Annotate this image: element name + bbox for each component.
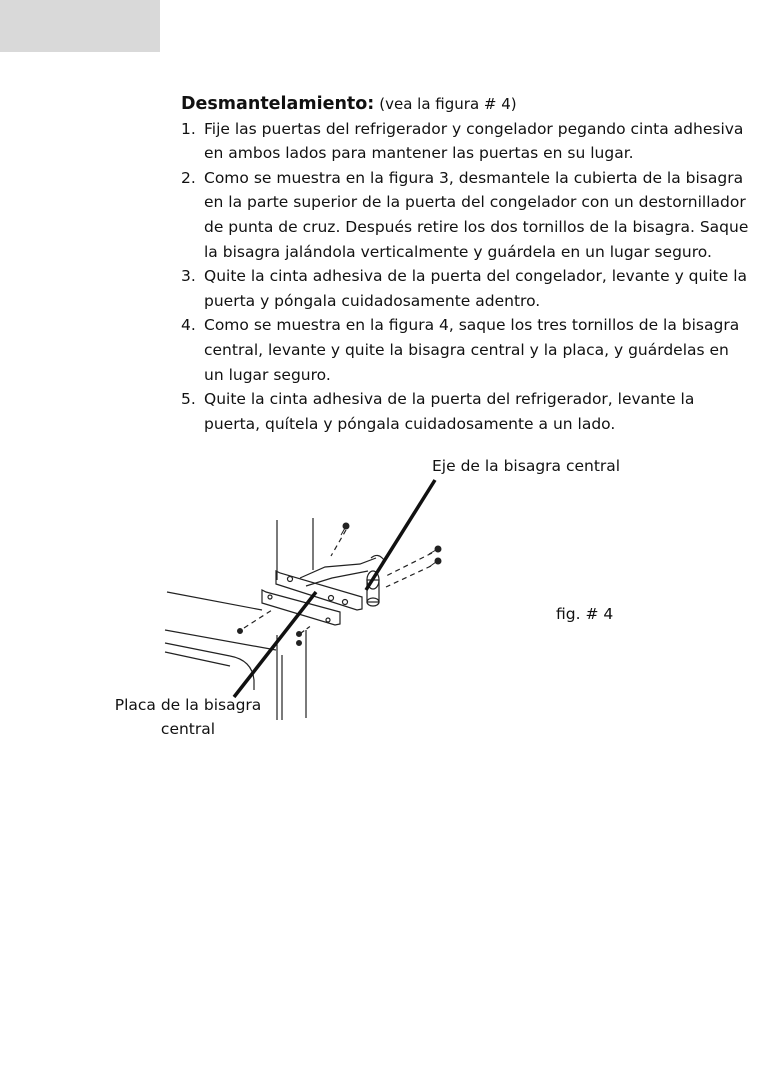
section-heading (181, 92, 751, 117)
step-number: 1. (181, 119, 196, 138)
step-text: Quite la cinta adhesiva de la puerta del congelador, levante y quite la puerta y póngala cuidadosamente adentro. (204, 267, 747, 310)
step-text: Quite la cinta adhesiva de la puerta del refrigerador, levante la puerta, quítela y póngala cuidadosamente a un lado. (204, 390, 695, 433)
section-title: Desmantelamiento: (181, 94, 375, 114)
figure-caption: fig. # 4 (556, 605, 614, 623)
list-item (181, 387, 751, 436)
hinge-plate-label-line1: Placa de la bisagra (114, 696, 262, 714)
list-item (181, 117, 751, 166)
page-corner-tab (0, 0, 160, 52)
section-note: (vea la figura # 4) (379, 95, 517, 113)
step-number: 2. (181, 168, 196, 187)
list-item (181, 166, 751, 264)
hinge-figure (0, 440, 774, 750)
hinge-axis-label: Eje de la bisagra central (432, 457, 621, 475)
step-number: 5. (181, 390, 196, 409)
step-number: 3. (181, 267, 196, 286)
step-text: Fije las puertas del refrigerador y congelador pegando cinta adhesiva en ambos lados para mantener las puertas en su lugar. (204, 119, 744, 163)
list-item (181, 313, 751, 387)
hinge-plate-label (112, 693, 264, 741)
list-item (181, 264, 751, 313)
step-text: Como se muestra en la figura 3, desmantele la cubierta de la bisagra en la parte superior de la puerta del congelador con un destornillador de punta de cruz. Después retire los dos tornillos de la bisagra. Saque la bisagra jalándola verticalmente y guárdela en un lugar seguro. (204, 168, 749, 261)
hinge-plate-label-line2: central (160, 720, 216, 738)
steps-list (181, 117, 751, 437)
instructions-block (181, 92, 751, 436)
step-number: 4. (181, 316, 196, 335)
step-text: Como se muestra en la figura 4, saque los tres tornillos de la bisagra central, levante y quite la bisagra central y la placa, y guárdelas en un lugar seguro. (204, 316, 740, 384)
